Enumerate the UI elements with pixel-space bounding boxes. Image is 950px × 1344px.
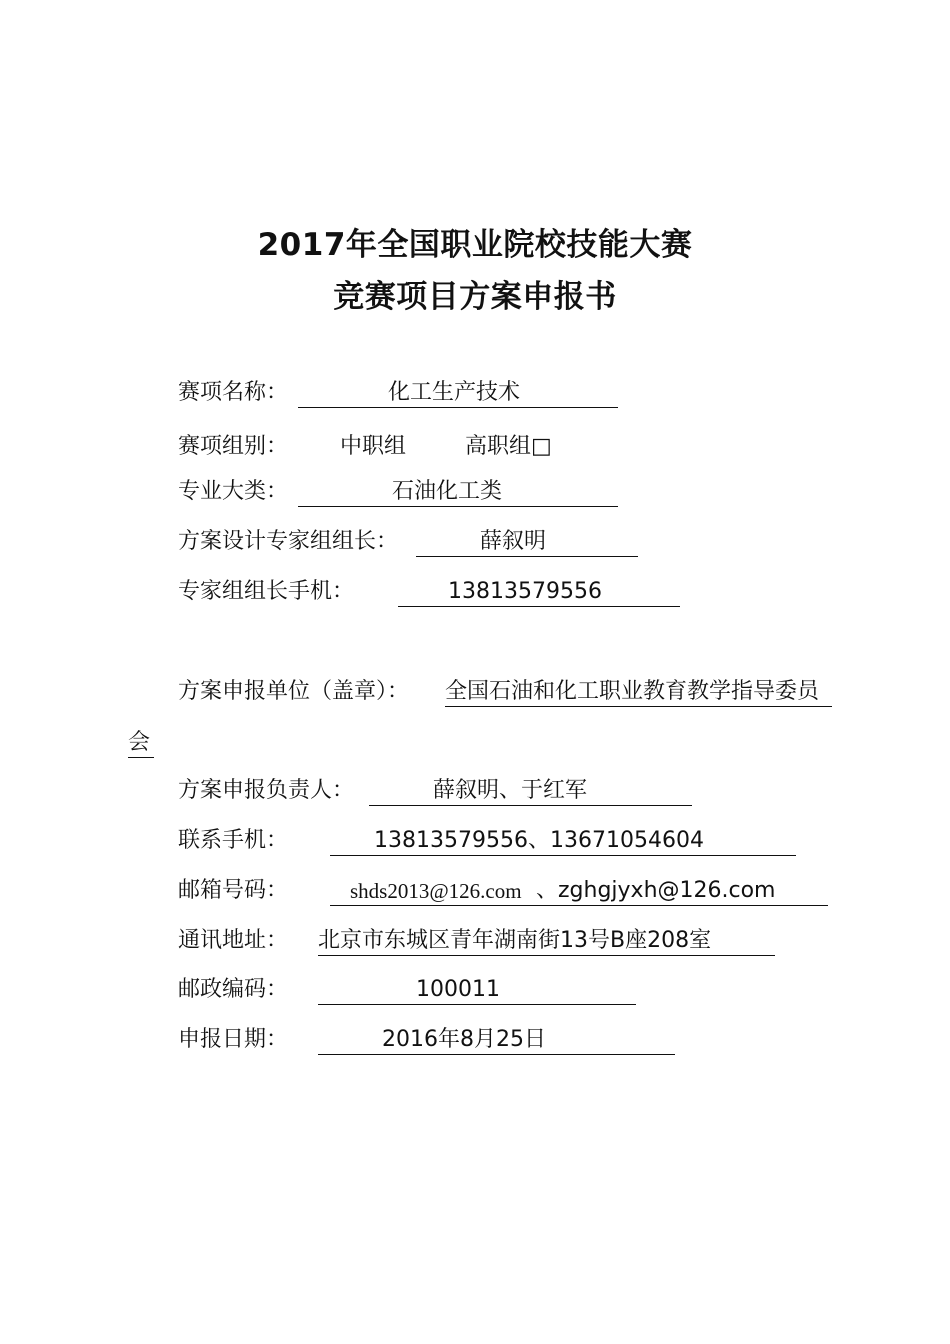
major-category-value: 石油化工类 — [392, 479, 503, 504]
event-name-field — [298, 378, 618, 408]
email-value-secondary: 、zghgjyxh@126.com — [536, 878, 776, 903]
expert-leader-label: 方案设计专家组组长： — [178, 529, 399, 554]
event-group-label: 赛项组别： — [178, 434, 289, 459]
address-label: 通讯地址： — [178, 928, 289, 953]
leader-phone-field — [398, 577, 680, 607]
leader-phone-value: 13813579556 — [448, 579, 602, 604]
email-label: 邮箱号码： — [178, 878, 289, 903]
event-name-label: 赛项名称： — [178, 380, 289, 405]
contact-phone-label: 联系手机： — [178, 828, 289, 853]
postal-code-label: 邮政编码： — [178, 977, 289, 1002]
applicant-unit-label: 方案申报单位（盖章）： — [178, 679, 410, 704]
document-title-line2: 竞赛项目方案申报书 — [333, 279, 617, 315]
responsible-person-label: 方案申报负责人： — [178, 778, 355, 803]
event-group-option-higher: 高职组 — [465, 434, 532, 459]
email-value-primary: shds2013@126.com — [350, 879, 522, 903]
applicant-unit-value-line2: 会 — [128, 730, 151, 755]
event-group-option-secondary: 中职组 — [340, 434, 407, 459]
expert-leader-field — [416, 527, 638, 557]
email-field — [330, 876, 828, 906]
address-field — [318, 926, 775, 956]
responsible-person-field — [369, 776, 692, 806]
date-label: 申报日期： — [178, 1027, 289, 1052]
major-category-label: 专业大类： — [178, 479, 289, 504]
event-name-value: 化工生产技术 — [388, 380, 521, 405]
date-value: 2016年8月25日 — [382, 1027, 546, 1052]
event-group-checkbox: □ — [531, 434, 552, 459]
expert-leader-value: 薛叙明 — [480, 529, 547, 554]
document-title-line1: 2017年全国职业院校技能大赛 — [257, 227, 693, 263]
applicant-unit-value-line1: 全国石油和化工职业教育教学指导委员 — [445, 679, 820, 704]
applicant-unit-field-line1 — [445, 677, 832, 707]
contact-phone-field — [330, 826, 796, 856]
major-category-field — [298, 477, 618, 507]
responsible-person-value: 薛叙明、于红军 — [433, 778, 588, 803]
contact-phone-value: 13813579556、13671054604 — [374, 828, 704, 853]
leader-phone-label: 专家组组长手机： — [178, 579, 355, 604]
date-field — [318, 1025, 675, 1055]
address-value: 北京市东城区青年湖南街13号B座208室 — [318, 928, 712, 953]
postal-code-value: 100011 — [416, 977, 500, 1002]
applicant-unit-field-line2 — [128, 728, 154, 758]
postal-code-field — [318, 975, 636, 1005]
